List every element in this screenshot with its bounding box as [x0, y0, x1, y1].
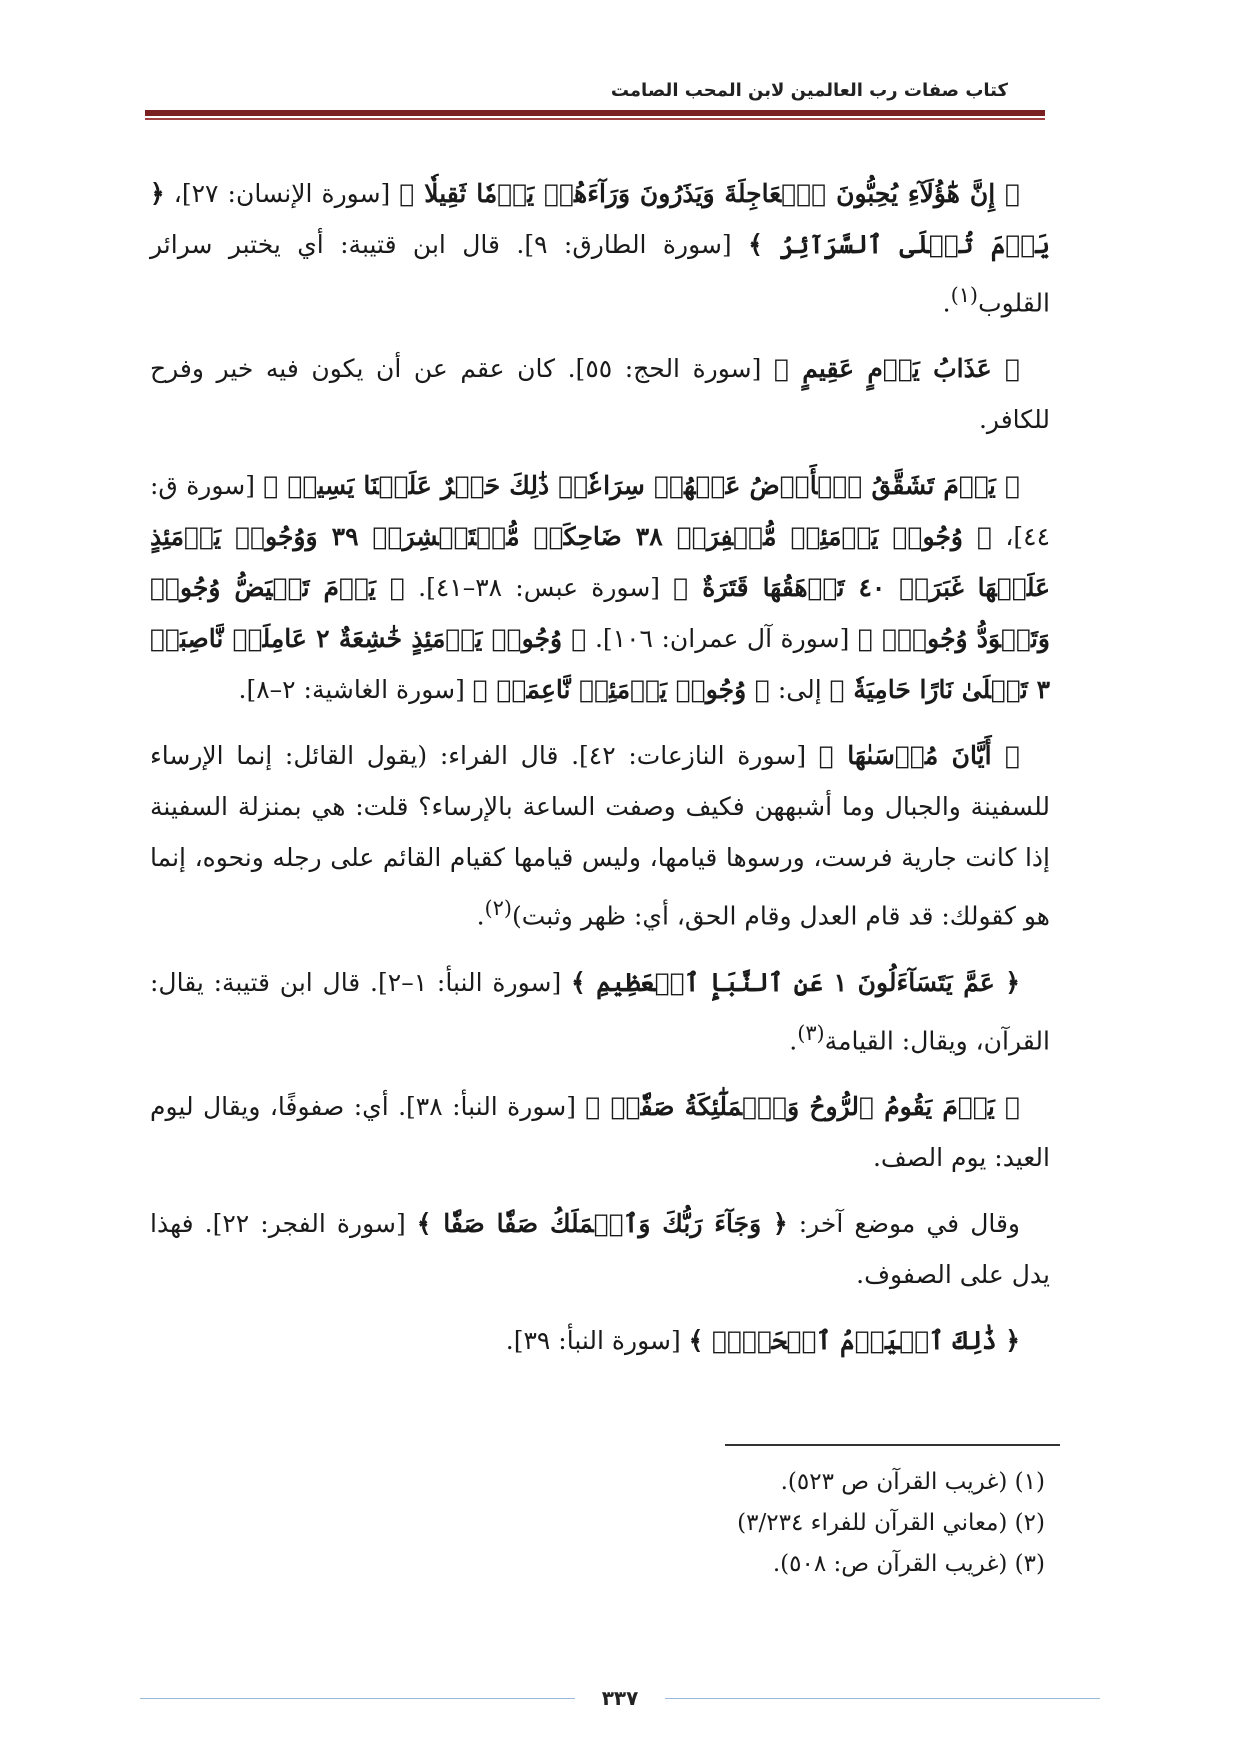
quran-verse: ﴿ عَذَابُ يَوۡمٍ عَقِيمٍ ﴾	[773, 354, 1020, 384]
footnote-rule	[725, 1444, 1060, 1446]
paragraph-6	[150, 1081, 1050, 1183]
page-body	[150, 168, 1050, 1381]
quran-verse: ﴿ وَجَآءَ رَبُّكَ وَٱلۡمَلَكُ صَفّٗا صَفّٗا ﴾	[416, 1208, 788, 1238]
paragraph-text: [سورة النبأ: ١–٢]. قال ابن قتيبة: يقال: القرآن، ويقال: القيامة	[150, 967, 1050, 1055]
header-rule	[145, 110, 1045, 116]
header-rule-thin	[145, 118, 1045, 120]
paragraph-text: [سورة النبأ: ٣٩].	[505, 1325, 681, 1355]
quran-verse: ﴿ وُجُوهٞ يَوۡمَئِذٖ مُّسۡفِرَةٞ ٣٨ ضَاحِكَةٞ مُّسۡتَبۡشِرَةٞ ٣٩ وَوُجُوهٞ يَوۡمَئِذٍ عَلَيۡهَا غَبَرَةٞ ٤٠ تَرۡهَقُهَا قَتَرَةٌ ﴾	[150, 522, 1051, 603]
quran-verse: ﴿ عَمَّ يَتَسَآءَلُونَ ١ عَنِ ٱلنَّبَإِ ٱلۡعَظِيمِ ﴾	[571, 967, 1021, 997]
footnote-marker: (٣)	[797, 1020, 825, 1045]
paragraph-end: .	[942, 288, 951, 318]
paragraph-text: [سورة الطارق: ٩]. قال ابن قتيبة: أي يختبر سرائر القلوب	[150, 230, 1050, 318]
paragraph-2	[150, 343, 1050, 445]
footnotes	[545, 1462, 1045, 1585]
footnote-1: (١) (غريب القرآن ص ٥٢٣).	[780, 1469, 1045, 1495]
paragraph-text: [سورة النبأ: ٣٨]. أي: صفوفًا، ويقال ليوم العيد: يوم الصف.	[150, 1091, 1050, 1172]
quran-verse: ﴿ يَوۡمَ تُبۡلَى ٱلسَّرَآئِرُ ﴾	[150, 179, 1051, 259]
quran-verse: ﴿ وُجُوهٞ يَوۡمَئِذٖ نَّاعِمَةٞ ﴾	[472, 675, 770, 705]
paragraph-text: [سورة النازعات: ٤٢]. قال الفراء: (يقول القائل: إنما الإرساء للسفينة والجبال وما أشبههن فكيف وصفت الساعة بالإرساء؟ قلت: هي بمنزلة السفينة إذا كانت جارية فرست، ورسوها قيامها، وليس قيامها كقيام القائم على رجله ونحوه، إنما هو كقولك: قد قام العدل وقام الحق، أي: ظهر وثبت)	[150, 741, 1050, 931]
footnote-marker: (١)	[950, 283, 979, 307]
quran-verse: ﴿ يَوۡمَ تَشَقَّقُ ٱلۡأَرۡضُ عَنۡهُمۡ سِرَاعٗاۚ ذَٰلِكَ حَشۡرٌ عَلَيۡنَا يَسِيرٞ ﴾	[263, 471, 1020, 501]
paragraph-intro: وقال في موضع آخر:	[798, 1208, 1021, 1238]
page-header-title: كتاب صفات رب العالمين لابن المحب الصامت	[610, 80, 1008, 101]
verse-reference: [سورة عبس: ٣٨–٤١].	[418, 573, 661, 603]
paragraph-text: [سورة الحج: ٥٥]. كان عقم عن أن يكون فيه خير وفرح للكافر.	[150, 354, 1050, 435]
verse-reference: [سورة الإنسان: ٢٧]،	[173, 179, 391, 208]
footnote-3: (٣) (غريب القرآن ص: ٥٠٨).	[772, 1551, 1045, 1577]
verse-reference: [سورة ق: ٤٤]،	[150, 471, 1051, 552]
quran-verse: ﴿ ذَٰلِكَ ٱلۡيَوۡمُ ٱلۡحَقُّۖ ﴾	[688, 1325, 1020, 1355]
page-number: ٣٣٧	[601, 1686, 639, 1710]
quran-verse: ﴿ يَوۡمَ تَبۡيَضُّ وُجُوهٞ وَتَسۡوَدُّ وُجُوهٞۚ ﴾	[150, 573, 1050, 654]
quran-verse: ﴿ يَوۡمَ يَقُومُ ٱلرُّوحُ وَٱلۡمَلَٰٓئِكَةُ صَفّٗاۖ ﴾	[585, 1091, 1021, 1121]
paragraph-end: .	[476, 901, 485, 931]
paragraph-end: .	[789, 1025, 798, 1055]
quran-verse: ﴿ أَيَّانَ مُرۡسَىٰهَا ﴾	[818, 741, 1020, 771]
quran-verse: ﴿ إِنَّ هَٰٓؤُلَآءِ يُحِبُّونَ ٱلۡعَاجِلَةَ وَيَذَرُونَ وَرَآءَهُمۡ يَوۡمٗا ثَقِيلٗا ﴾	[399, 179, 1021, 208]
footnote-marker: (٢)	[484, 896, 512, 921]
paragraph-text: [سورة الفجر: ٢٢]. فهذا يدل على الصفوف.	[150, 1208, 1050, 1289]
paragraph-3	[150, 460, 1050, 715]
verse-reference: [سورة الغاشية: ٢–٨].	[238, 675, 465, 705]
paragraph-1	[150, 168, 1050, 328]
footnote-2: (٢) (معاني القرآن للفراء ٣/٢٣٤)	[737, 1510, 1045, 1536]
paragraph-8	[150, 1315, 1050, 1366]
paragraph-7	[150, 1198, 1050, 1300]
verse-reference: [سورة آل عمران: ١٠٦].	[594, 624, 850, 654]
connector-text: إلى:	[777, 675, 822, 705]
quran-verse: ﴿ وُجُوهٞ يَوۡمَئِذٍ خَٰشِعَةٌ ٢ عَامِلَةٞ نَّاصِبَةٞ ٣ تَصۡلَىٰ نَارًا حَامِيَةٗ ﴾	[150, 624, 1050, 705]
paragraph-4	[150, 730, 1050, 941]
paragraph-5	[150, 957, 1050, 1066]
